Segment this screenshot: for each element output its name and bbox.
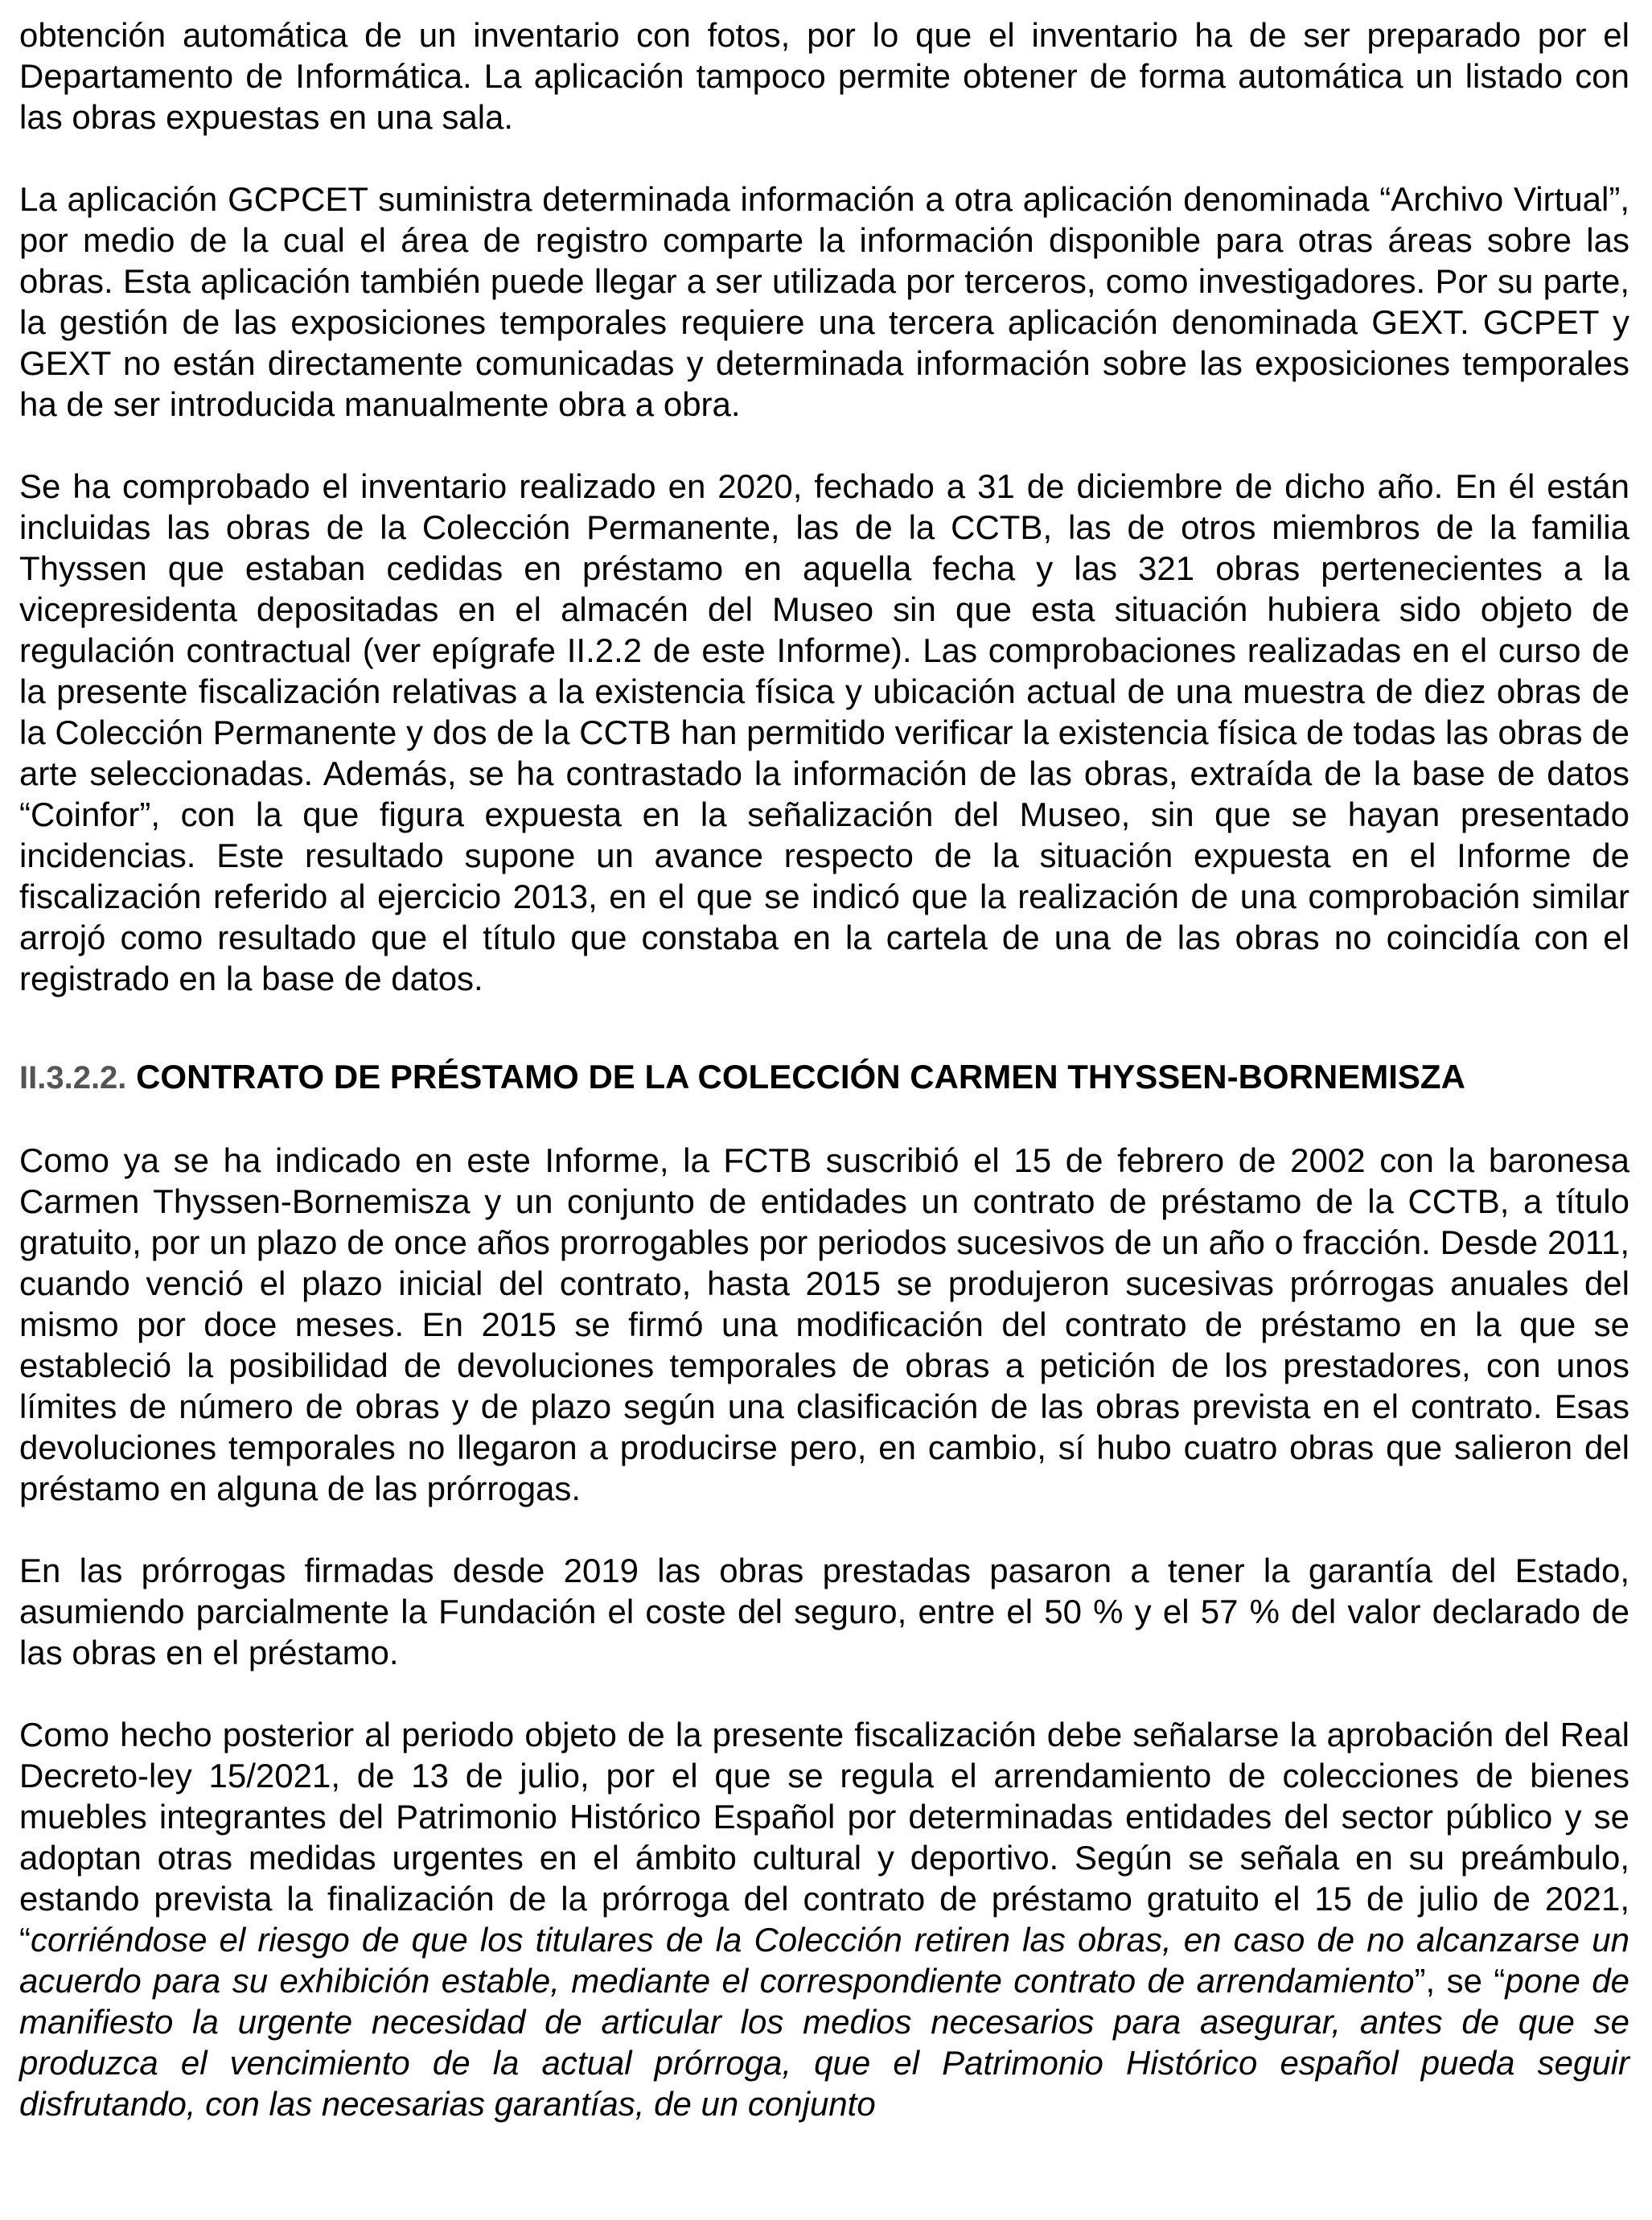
section-title: CONTRATO DE PRÉSTAMO DE LA COLECCIÓN CARMEN THYSSEN-BORNEMISZA bbox=[136, 1058, 1465, 1096]
preamble-quote-2: pone de manifiesto la urgente necesidad de articular los medios necesarios para asegurar, antes de que se produzca el vencimiento de la actual prórroga, que el Patrimonio Histórico español pueda seguir disfrutando, con las necesarias garantías, de un conjunto bbox=[19, 1962, 1629, 2123]
section-number: II.3.2.2. bbox=[19, 1060, 127, 1096]
document-body bbox=[19, 14, 1629, 2124]
preamble-quote-1: corriéndose el riesgo de que los titulares de la Colección retiren las obras, en caso de no alcanzarse un acuerdo para su exhibición estable, mediante el correspondiente contrato de arrendamiento bbox=[19, 1921, 1629, 2000]
paragraph-state-guarantee: En las prórrogas firmadas desde 2019 las obras prestadas pasaron a tener la garantía del Estado, asumiendo parcialmente la Fundación el coste del seguro, entre el 50 % y el 57 % del valor declarado de las obras en el préstamo. bbox=[19, 1552, 1629, 1671]
paragraph-inventory-2020: Se ha comprobado el inventario realizado en 2020, fechado a 31 de diciembre de dicho año. En él están incluidas las obras de la Colección Permanente, las de la CCTB, las de otros miembros de la familia Thyssen que estaban cedidas en préstamo en aquella fecha y las 321 obras pertenecientes a la vicepresidenta depositadas en el almacén del Museo sin que esta situación hubiera sido objeto de regulación contractual (ver epígrafe II.2.2 de este Informe). Las comprobaciones realizadas en el curso de la presente fiscalización relativas a la existencia física y ubicación actual de una muestra de diez obras de la Colección Permanente y dos de la CCTB han permitido verificar la existencia física de todas las obras de arte seleccionadas. Además, se ha contrastado la información de las obras, extraída de la base de datos “Coinfor”, con la que figura expuesta en la señalización del Museo, sin que se hayan presentado incidencias. Este resultado supone un avance respecto de la situación expuesta en el Informe de fiscalización referido al ejercicio 2013, en el que se indicó que la realización de una comprobación similar arrojó como resultado que el título que constaba en la cartela de una de las obras no coincidía con el registrado en la base de datos. bbox=[19, 467, 1629, 997]
paragraph-loan-contract: Como ya se ha indicado en este Informe, la FCTB suscribió el 15 de febrero de 2002 con la baronesa Carmen Thyssen-Bornemisza y un conjunto de entidades un contrato de préstamo de la CCTB, a título gratuito, por un plazo de once años prorrogables por periodos sucesivos de un año o fracción. Desde 2011, cuando venció el plazo inicial del contrato, hasta 2015 se produjeron sucesivas prórrogas anuales del mismo por doce meses. En 2015 se firmó una modificación del contrato de préstamo en la que se estableció la posibilidad de devoluciones temporales de obras a petición de los prestadores, con unos límites de número de obras y de plazo según una clasificación de las obras prevista en el contrato. Esas devoluciones temporales no llegaron a producirse pero, en cambio, sí hubo cuatro obras que salieron del préstamo en alguna de las prórrogas. bbox=[19, 1141, 1629, 1507]
paragraph-real-decreto bbox=[19, 1714, 1629, 2124]
real-decreto-intro: Como hecho posterior al periodo objeto de la presente fiscalización debe señalarse la aprobación del Real Decreto-ley 15/2021, de 13 de julio, por el que se regula el arrendamiento de colecciones de bienes muebles integrantes del Patrimonio Histórico Español por determinadas entidades del sector público y se adoptan otras medidas urgentes en el ámbito cultural y deportivo. Según se señala en su preámbulo, estando prevista la finalización de la prórroga del contrato de préstamo gratuito el 15 de julio de 2021, “ bbox=[19, 1716, 1629, 1959]
real-decreto-connector: ”, se “ bbox=[1414, 1962, 1506, 2000]
section-heading bbox=[19, 1056, 1629, 1099]
paragraph-gcpcet-archivo-virtual: La aplicación GCPCET suministra determinada información a otra aplicación denominada “Archivo Virtual”, por medio de la cual el área de registro comparte la información disponible para otras áreas sobre las obras. Esta aplicación también puede llegar a ser utilizada por terceros, como investigadores. Por su parte, la gestión de las exposiciones temporales requiere una tercera aplicación denominada GEXT. GCPET y GEXT no están directamente comunicadas y determinada información sobre las exposiciones temporales ha de ser introducida manualmente obra a obra. bbox=[19, 180, 1629, 423]
paragraph-inventory-photos: obtención automática de un inventario con fotos, por lo que el inventario ha de ser preparado por el Departamento de Informática. La aplicación tampoco permite obtener de forma automática un listado con las obras expuestas en una sala. bbox=[19, 16, 1629, 136]
